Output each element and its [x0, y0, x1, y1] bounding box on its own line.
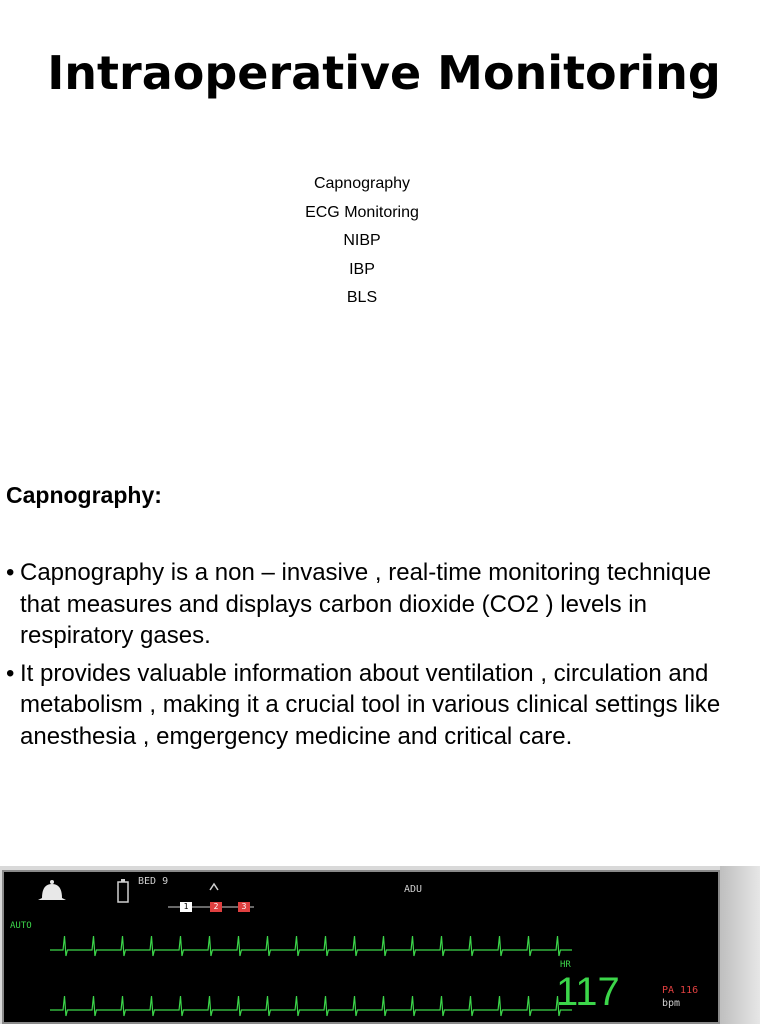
bullet-list [6, 557, 756, 758]
bed-label: BED 9 [138, 876, 169, 887]
topic-item: NIBP [343, 232, 381, 250]
ecg-waveform [50, 996, 572, 1016]
mode-label: ADU [404, 884, 423, 895]
bullet-dot: • [6, 659, 15, 687]
bed-box: 1 [180, 902, 192, 912]
topic-list [262, 170, 462, 313]
battery-icon [118, 879, 128, 902]
alarm-bell-icon [38, 880, 66, 900]
bed-box: 2 [210, 902, 222, 912]
ecg-waveform [50, 936, 572, 956]
auto-label: AUTO [10, 921, 32, 931]
section-heading: Capnography: [6, 482, 162, 508]
caret-up-icon [210, 884, 218, 890]
monitor-screen [2, 870, 720, 1024]
patient-monitor-photo [0, 866, 760, 1024]
heart-rate-value: 117 [556, 970, 620, 1014]
bullet-item [6, 658, 756, 753]
bullet-text: It provides valuable information about ventilation , circulation and metabolism , making it a crucial tool in various clinical settings like anesthesia , emgergency medicine and critical care. [20, 659, 721, 750]
bullet-text: Capnography is a non – invasive , real-time monitoring technique that measures and displays carbon dioxide (CO2 ) levels in respiratory gases. [20, 559, 712, 649]
bullet-dot: • [6, 559, 15, 586]
bullet-item [6, 557, 756, 652]
topic-item: IBP [349, 260, 375, 278]
pa-label: PA 116 [662, 985, 699, 996]
topic-item: Capnography [313, 175, 411, 192]
bpm-label: bpm [662, 998, 681, 1009]
topic-item: ECG Monitoring [305, 203, 419, 221]
topic-item: BLS [346, 289, 378, 307]
monitor-bezel [720, 866, 760, 1024]
bed-box: 3 [238, 902, 250, 912]
slide-title: Intraoperative Monitoring [47, 46, 721, 100]
hr-label: HR [560, 960, 571, 970]
